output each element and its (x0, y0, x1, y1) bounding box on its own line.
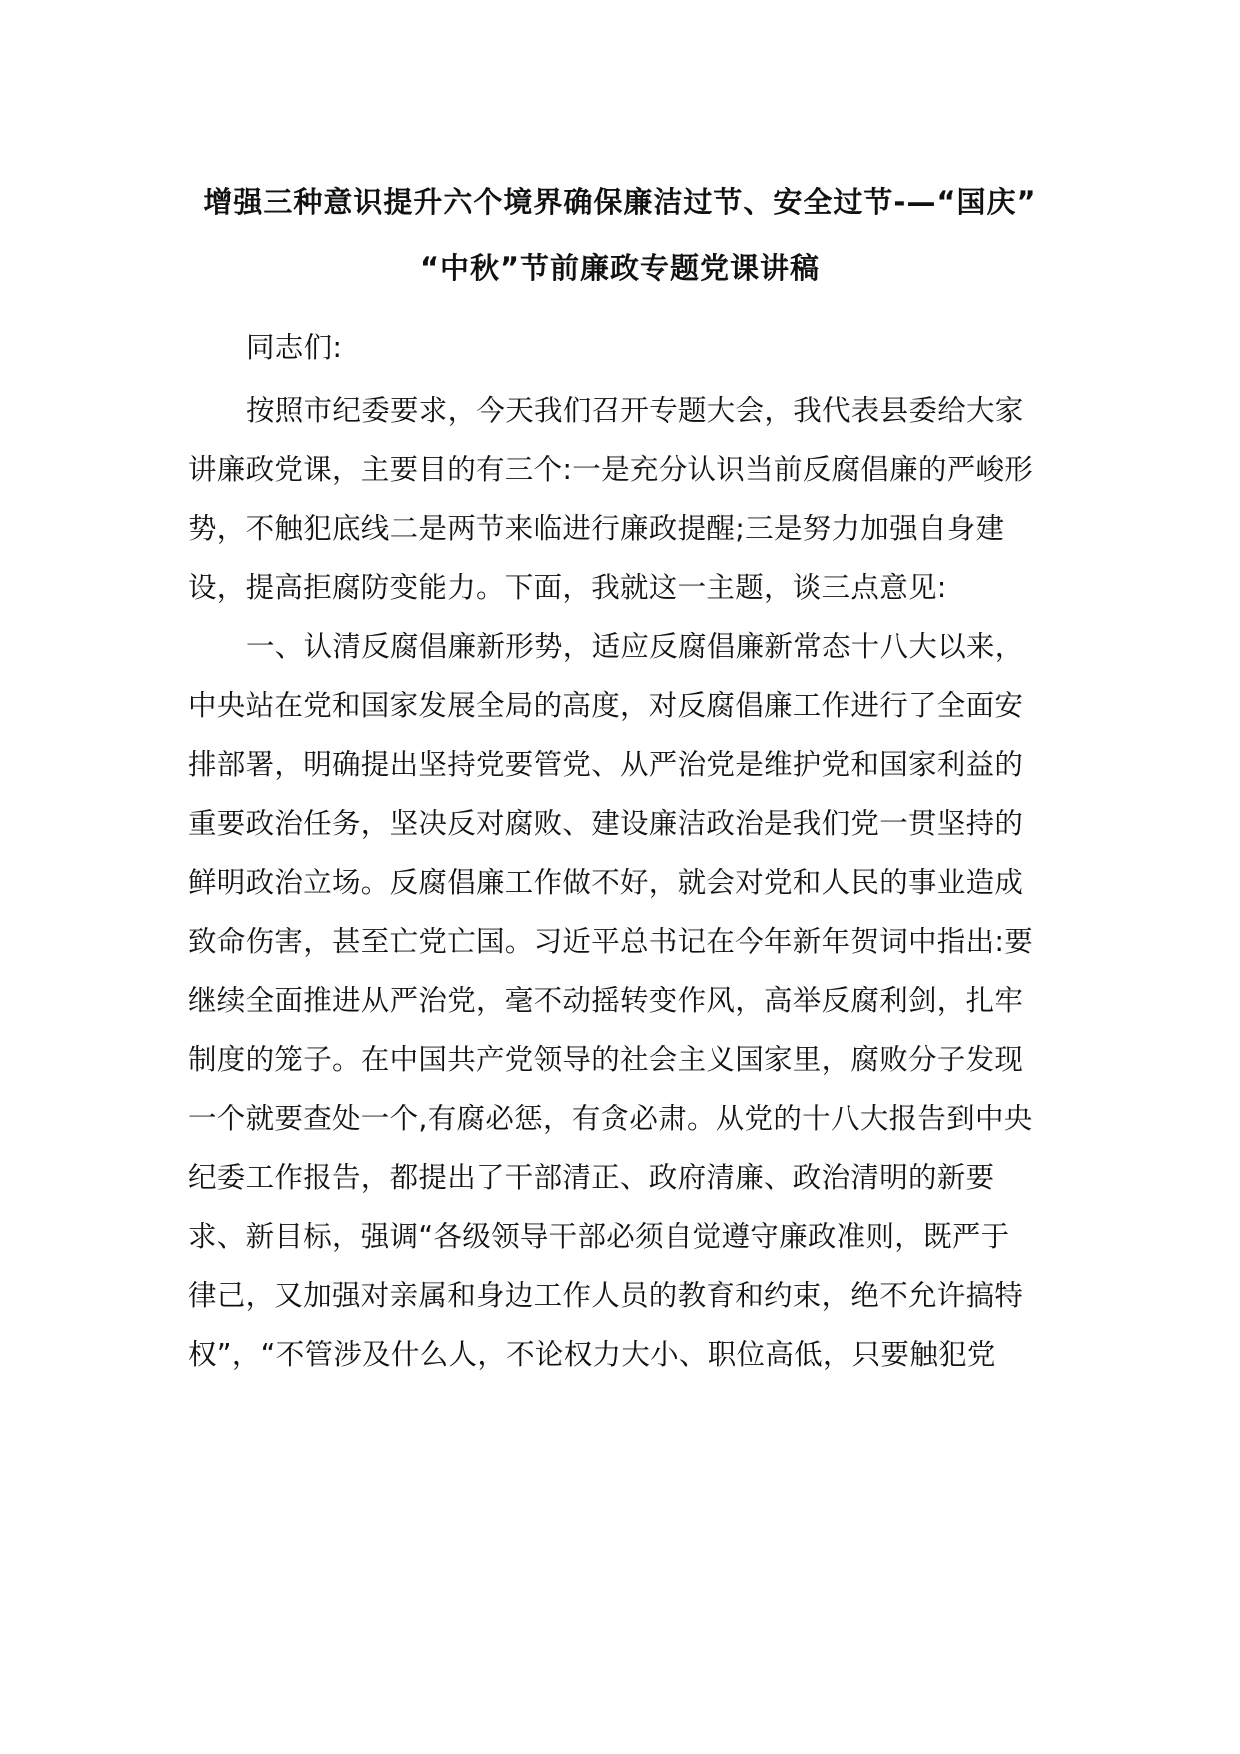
body-line: 排部署，明确提出坚持党要管党、从严治党是维护党和国家利益的 (188, 748, 1024, 781)
body-line: 继续全面推进从严治党，毫不动摇转变作风，高举反腐利剑，扎牢 (188, 984, 1024, 1017)
body-line: 致命伤害，甚至亡党亡国。习近平总书记在今年新年贺词中指出:要 (188, 925, 1034, 958)
greeting: 同志们: (246, 331, 343, 364)
section-heading-1: 一、认清反腐倡廉新形势，适应反腐倡廉新常态十八大以来， (246, 630, 1024, 663)
body-line: 势，不触犯底线二是两节来临进行廉政提醒;三是努力加强自身建 (188, 512, 1005, 545)
body-line: 重要政治任务，坚决反对腐败、建设廉洁政治是我们党一贯坚持的 (188, 807, 1024, 840)
body-line: 鲜明政治立场。反腐倡廉工作做不好，就会对党和人民的事业造成 (188, 866, 1024, 899)
body-line: 求、新目标，强调“各级领导干部必须自觉遵守廉政准则，既严于 (188, 1220, 1010, 1253)
body-line: 律己，又加强对亲属和身边工作人员的教育和约束，绝不允许搞特 (188, 1279, 1024, 1312)
body-line: 讲廉政党课，主要目的有三个:一是充分认识当前反腐倡廉的严峻形 (188, 453, 1034, 486)
body-line: 设，提高拒腐防变能力。下面，我就这一主题，谈三点意见: (188, 571, 947, 604)
body-line: 一个就要查处一个,有腐必惩，有贪必肃。从党的十八大报告到中央 (188, 1102, 1033, 1135)
body-line: 权”，“不管涉及什么人，不论权力大小、职位高低，只要触犯党 (188, 1338, 996, 1371)
body-line: 制度的笼子。在中国共产党领导的社会主义国家里，腐败分子发现 (188, 1043, 1024, 1076)
document-title-line-2: “中秋”节前廉政专题党课讲稿 (419, 251, 821, 285)
body-line: 按照市纪委要求，今天我们召开专题大会，我代表县委给大家 (246, 394, 1024, 427)
body-line: 中央站在党和国家发展全局的高度，对反腐倡廉工作进行了全面安 (188, 689, 1024, 722)
document-title-line-1: 增强三种意识提升六个境界确保廉洁过节、安全过节-—“国庆” (203, 185, 1037, 219)
body-line: 纪委工作报告，都提出了干部清正、政府清廉、政治清明的新要 (188, 1161, 995, 1194)
